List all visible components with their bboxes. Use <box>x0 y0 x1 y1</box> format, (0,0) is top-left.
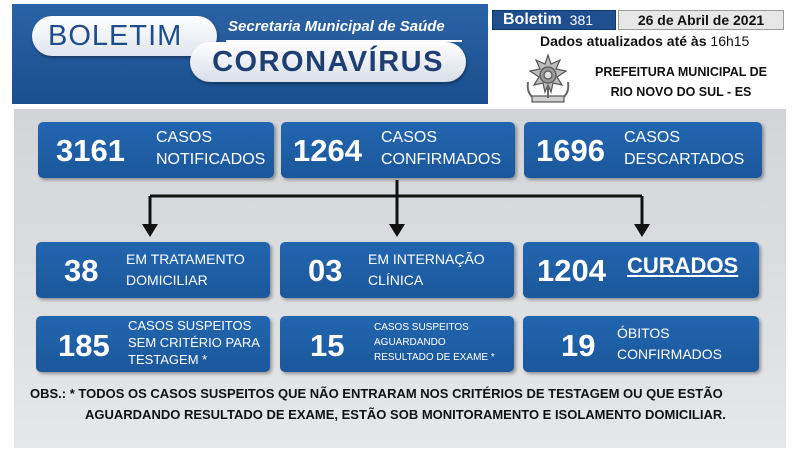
stat-descartados <box>524 122 762 178</box>
boletim-number: 381 <box>569 12 594 28</box>
arrow-down-icon <box>634 224 650 237</box>
stat-label-line-3: TESTAGEM * <box>128 352 208 367</box>
stat-value: 185 <box>58 328 110 363</box>
stat-label-line-2: CONFIRMADOS <box>381 151 501 168</box>
coronavirus-title: CORONAVÍRUS <box>212 45 444 78</box>
stat-label-line-1: EM INTERNAÇÃO <box>368 251 485 267</box>
stat-value: 1264 <box>293 133 362 168</box>
updated-text: Dados atualizados até às <box>540 33 707 49</box>
stat-label-line-2: SEM CRITÉRIO PARA <box>128 335 260 350</box>
stat-label-line-3: RESULTADO DE EXAME * <box>374 352 495 363</box>
bulletin-date: 26 de Abril de 2021 <box>637 12 765 28</box>
obs-line-1: OBS.: * TODOS OS CASOS SUSPEITOS QUE NÃO ENTRARAM NOS CRITÉRIOS DE TESTAGEM OU QUE ESTÃO <box>30 386 723 401</box>
stat-label-line-2: AGUARDANDO <box>374 337 446 348</box>
stat-value: 1204 <box>537 253 606 288</box>
stat-label-line-2: DOMICILIAR <box>126 272 208 288</box>
secretaria-text: Secretaria Municipal de Saúde <box>228 18 445 35</box>
stat-suspeitos-aguardando <box>280 316 514 372</box>
stat-internacao <box>280 242 514 298</box>
updated-time: 16h15 <box>710 33 750 49</box>
boletim-title: BOLETIM <box>48 19 183 52</box>
stat-label-line-1: EM TRATAMENTO <box>126 251 245 267</box>
stat-value: 1696 <box>536 133 605 168</box>
stat-value: 3161 <box>56 133 125 168</box>
stat-label-line-1: CASOS <box>624 129 681 146</box>
stat-curados <box>523 242 759 298</box>
stat-label-line-1: ÓBITOS <box>617 325 670 341</box>
stat-confirmados <box>281 122 515 178</box>
stat-notificados <box>38 122 274 178</box>
stat-value: 38 <box>64 253 99 288</box>
prefeitura-line-2: RIO NOVO DO SUL - ES <box>610 85 752 99</box>
stat-value: 03 <box>308 253 343 288</box>
stat-tratamento <box>36 242 270 298</box>
curados-label: CURADOS <box>627 253 739 278</box>
stat-label-line-1: CASOS SUSPEITOS <box>128 318 252 333</box>
stat-label-line-1: CASOS <box>381 129 438 146</box>
stat-obitos <box>523 316 759 372</box>
observation-note <box>30 383 780 425</box>
prefeitura-line-1: PREFEITURA MUNICIPAL DE <box>595 65 767 79</box>
stat-label-line-2: DESCARTADOS <box>624 151 745 168</box>
boletim-label: Boletim <box>503 11 562 28</box>
arrow-down-icon <box>142 224 158 237</box>
stat-label-line-1: CASOS SUSPEITOS <box>374 322 469 333</box>
stat-value: 19 <box>561 328 596 363</box>
stat-label-line-2: CONFIRMADOS <box>617 346 722 362</box>
stat-label-line-2: NOTIFICADOS <box>156 151 266 168</box>
stat-suspeitos-sem-criterio <box>36 316 270 372</box>
stat-label-line-1: CASOS <box>156 129 213 146</box>
stat-label-line-2: CLÍNICA <box>368 272 424 288</box>
arrow-down-icon <box>389 224 405 237</box>
obs-line-2: AGUARDANDO RESULTADO DE EXAME, ESTÃO SOB MONITORAMENTO E ISOLAMENTO DOMICILIAR. <box>85 407 726 422</box>
stat-value: 15 <box>310 328 345 363</box>
